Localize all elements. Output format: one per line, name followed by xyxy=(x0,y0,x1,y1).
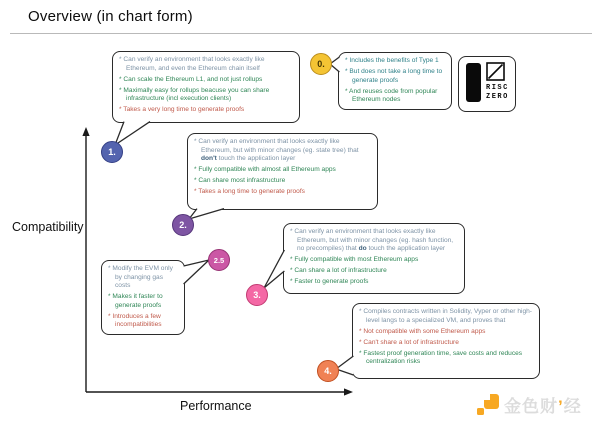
callout-bullet: * Introduces a few incompatibilities xyxy=(108,313,178,330)
callout-bullet: * Can verify an environment that looks exactly like Ethereum, but with minor changes (eg. state tree) that don't touch the application layer xyxy=(194,138,371,164)
callout-bullet: * Fastest proof generation time, save costs and reduces centralization risks xyxy=(359,350,533,367)
y-axis-label: Compatibility xyxy=(12,220,84,234)
x-axis xyxy=(86,388,353,395)
x-axis-arrow-icon xyxy=(344,388,353,395)
callout-bullet: * Can verify an environment that looks exactly like Ethereum, and even the Ethereum chain itself xyxy=(119,56,293,73)
type-4-marker: 4. xyxy=(317,360,339,382)
jinse-tick-icon: ’ xyxy=(558,397,564,416)
callout-bullet: * Includes the benefits of Type 1 xyxy=(345,57,445,66)
type-3-callout xyxy=(283,223,465,294)
callout-bullet: * Modify the EVM only by changing gas costs xyxy=(108,265,178,291)
callout-bullet: * Takes a long time to generate proofs xyxy=(194,188,371,197)
type-0-marker: 0. xyxy=(310,53,332,75)
callout-bullet: * Fully compatible with almost all Ethereum apps xyxy=(194,166,371,175)
callout-bullet: * Can verify an environment that looks exactly like Ethereum, but with minor changes (eg. hash function, no precompiles) that do touch the application layer xyxy=(290,228,458,254)
callout-bullet: * Can share most infrastructure xyxy=(194,177,371,186)
type-2-5-callout-tail xyxy=(184,260,209,284)
callout-bullet: * Fully compatible with most Ethereum apps xyxy=(290,256,458,265)
y-axis xyxy=(82,127,89,392)
type-2-marker: 2. xyxy=(172,214,194,236)
callout-bullet: * And reuses code from popular Ethereum nodes xyxy=(345,88,445,105)
jinse-finance-wordmark: 金色财’经 xyxy=(504,397,582,416)
callout-bullet: * Maximally easy for rollups beacuse you can share infrastructure (incl execution clients) xyxy=(119,87,293,104)
risc-zero-wordmark: RISC ZERO xyxy=(486,84,509,102)
y-axis-arrow-icon xyxy=(82,127,89,136)
callout-bullet: * Compiles contracts written in Solidity, Vyper or other high-level langs to a specialized VM, and proves that xyxy=(359,308,533,325)
callout-bullet: * Faster to generate proofs xyxy=(290,278,458,287)
type-2-callout xyxy=(187,133,378,210)
type-0-callout xyxy=(338,52,452,110)
type-3-marker: 3. xyxy=(246,284,268,306)
callout-bullet: * But does not take a long time to generate proofs xyxy=(345,68,445,85)
title-divider xyxy=(10,33,592,34)
callout-bullet: * Can't share a lot of infrastructure xyxy=(359,339,533,348)
callout-bullet: * Takes a very long time to generate proofs xyxy=(119,106,293,115)
jinse-finance-icon xyxy=(477,394,499,416)
jinse-finance-watermark xyxy=(477,392,582,417)
type-4-callout xyxy=(352,303,540,379)
x-axis-label: Performance xyxy=(180,399,252,413)
type-1-callout-tail xyxy=(115,122,150,145)
callout-bullet: * Makes it faster to generate proofs xyxy=(108,293,178,310)
type-1-callout xyxy=(112,51,300,123)
type-2-callout-tail xyxy=(189,209,224,219)
type-2-5-callout xyxy=(101,260,185,335)
callout-bullet: * Can share a lot of infrastructure xyxy=(290,267,458,276)
callout-bullet: * Can scale the Ethereum L1, and not just rollups xyxy=(119,76,293,85)
callout-bullet: * Not compatible with some Ethereum apps xyxy=(359,328,533,337)
risc-zero-bar-icon xyxy=(466,63,481,102)
type-2-5-marker: 2.5 xyxy=(208,249,230,271)
slide-title: Overview (in chart form) xyxy=(28,8,193,25)
risc-zero-square-icon xyxy=(486,62,505,86)
type-3-callout-tail xyxy=(264,250,284,288)
risc-zero-logo-card xyxy=(458,56,516,112)
type-1-marker: 1. xyxy=(101,141,123,163)
